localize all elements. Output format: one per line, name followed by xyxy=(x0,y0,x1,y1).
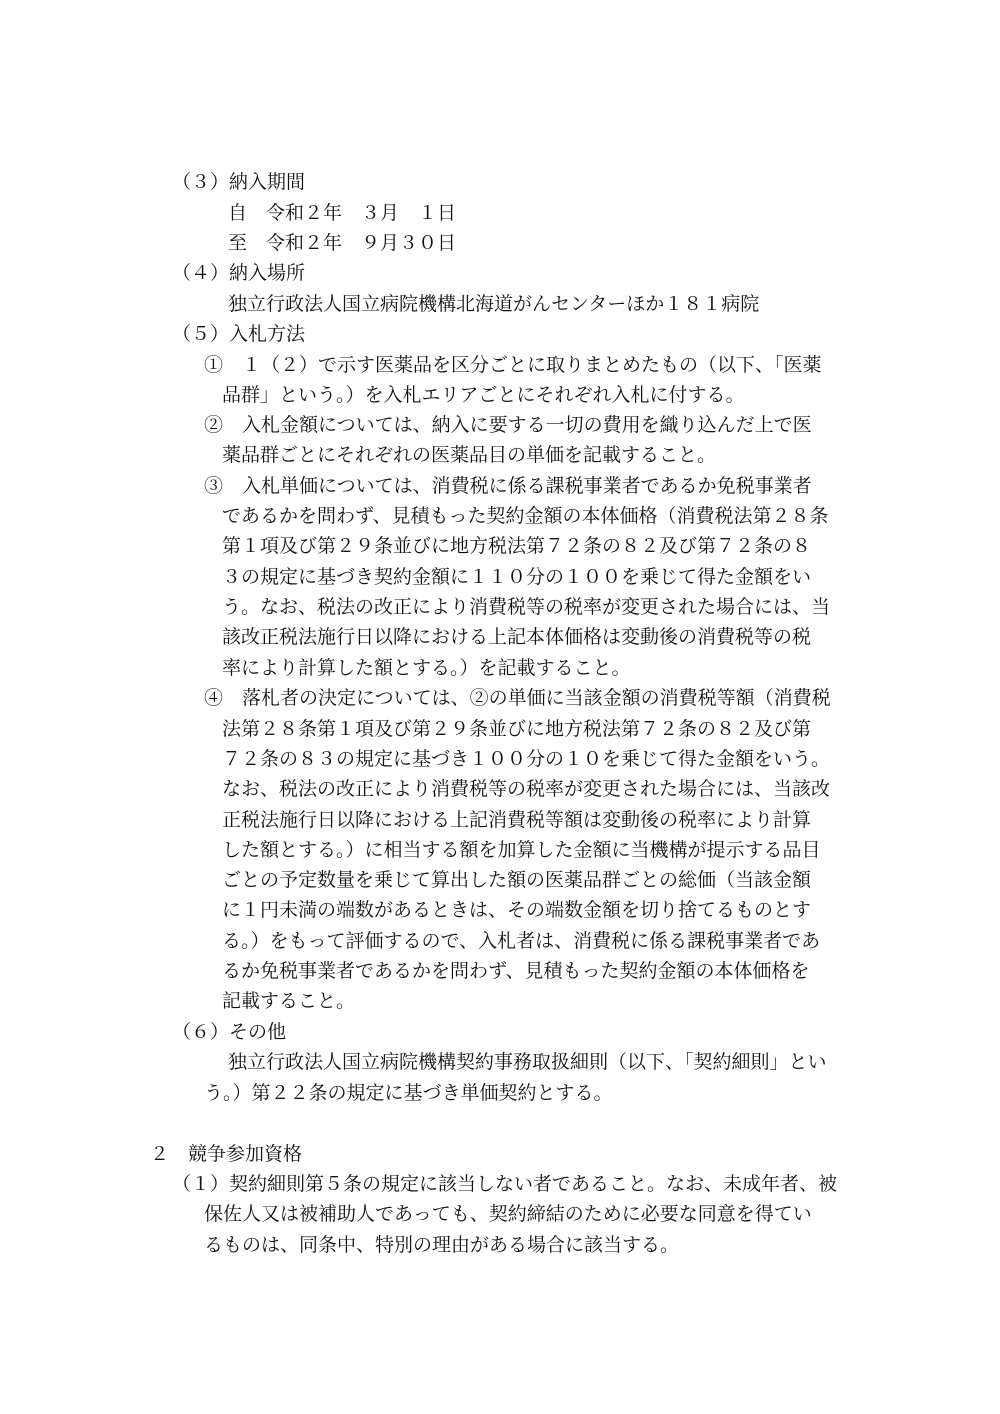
other-text-line: 独立行政法人国立病院機構契約事務取扱細則（以下、「契約細則」とい xyxy=(228,1051,827,1073)
bidding-item-4-line: なお、税法の改正により消費税等の税率が変更された場合には、当該改 xyxy=(222,778,831,800)
bidding-item-1-line: 品群」という。）を入札エリアごとにそれぞれ入札に付する。 xyxy=(222,384,745,406)
bidding-item-3-line: ③ 入札単価については、消費税に係る課税事業者であるか免税事業者 xyxy=(204,475,812,497)
bidding-item-3-line: であるかを問わず、見積もった契約金額の本体価格（消費税法第２８条 xyxy=(222,505,829,527)
bidding-item-4-line: ④ 落札者の決定については、②の単価に当該金額の消費税等額（消費税 xyxy=(204,687,831,709)
bidding-item-4-line: ごとの予定数量を乗じて算出した額の医薬品群ごとの総価（当該金額 xyxy=(222,869,812,891)
section-heading-other: （６）その他 xyxy=(172,1021,287,1043)
bidding-item-4-line: る。）をもって評価するので、入札者は、消費税に係る課税事業者であ xyxy=(222,930,821,952)
bidding-item-3-line: 該改正税法施行日以降における上記本体価格は変動後の消費税等の税 xyxy=(222,626,812,648)
section-heading-qualification: ２ 競争参加資格 xyxy=(150,1143,303,1165)
bidding-item-4-line: 法第２８条第１項及び第２９条並びに地方税法第７２条の８２及び第 xyxy=(222,718,812,740)
delivery-place-text: 独立行政法人国立病院機構北海道がんセンターほか１８１病院 xyxy=(228,293,760,315)
bidding-item-4-line: るか免税事業者であるかを問わず、見積もった契約金額の本体価格を xyxy=(222,960,810,982)
delivery-period-to: 至 令和２年 ９月３０日 xyxy=(228,232,457,254)
bidding-item-3-line: ３の規定に基づき契約金額に１１０分の１００を乗じて得た金額をい xyxy=(222,566,812,588)
bidding-item-4-line: 記載すること。 xyxy=(222,990,356,1012)
bidding-item-4-line: した額とする。）に相当する額を加算した金額に当機構が提示する品目 xyxy=(222,839,821,861)
bidding-item-3-line: 率により計算した額とする。）を記載すること。 xyxy=(222,657,631,679)
bidding-item-2-line: 薬品群ごとにそれぞれの医薬品目の単価を記載すること。 xyxy=(222,444,717,466)
bidding-item-2-line: ② 入札金額については、納入に要する一切の費用を織り込んだ上で医 xyxy=(204,414,812,436)
section-heading-delivery-period: （３）納入期間 xyxy=(172,171,306,193)
qualification-item-1-line: （１）契約細則第５条の規定に該当しない者であること。なお、未成年者、被 xyxy=(172,1173,838,1195)
bidding-item-4-line: ７２条の８３の規定に基づき１００分の１０を乗じて得た金額をいう。 xyxy=(222,748,831,770)
bidding-item-4-line: 正税法施行日以降における上記消費税等額は変動後の税率により計算 xyxy=(222,809,812,831)
qualification-item-1-line: るものは、同条中、特別の理由がある場合に該当する。 xyxy=(204,1234,680,1256)
other-text-line: う。）第２２条の規定に基づき単価契約とする。 xyxy=(204,1082,613,1104)
section-heading-bidding-method: （５）入札方法 xyxy=(172,323,306,345)
delivery-period-from: 自 令和２年 ３月 １日 xyxy=(228,202,457,224)
bidding-item-1-line: ① １（２）で示す医薬品を区分ごとに取りまとめたもの（以下、「医薬 xyxy=(204,354,822,376)
bidding-item-3-line: 第１項及び第２９条並びに地方税法第７２条の８２及び第７２条の８ xyxy=(222,535,812,557)
section-heading-delivery-place: （４）納入場所 xyxy=(172,262,306,284)
bidding-item-3-line: う。なお、税法の改正により消費税等の税率が変更された場合には、当 xyxy=(222,596,831,618)
bidding-item-4-line: に１円未満の端数があるときは、その端数金額を切り捨てるものとす xyxy=(222,899,812,921)
qualification-item-1-line: 保佐人又は被補助人であっても、契約締結のために必要な同意を得てい xyxy=(204,1203,812,1225)
